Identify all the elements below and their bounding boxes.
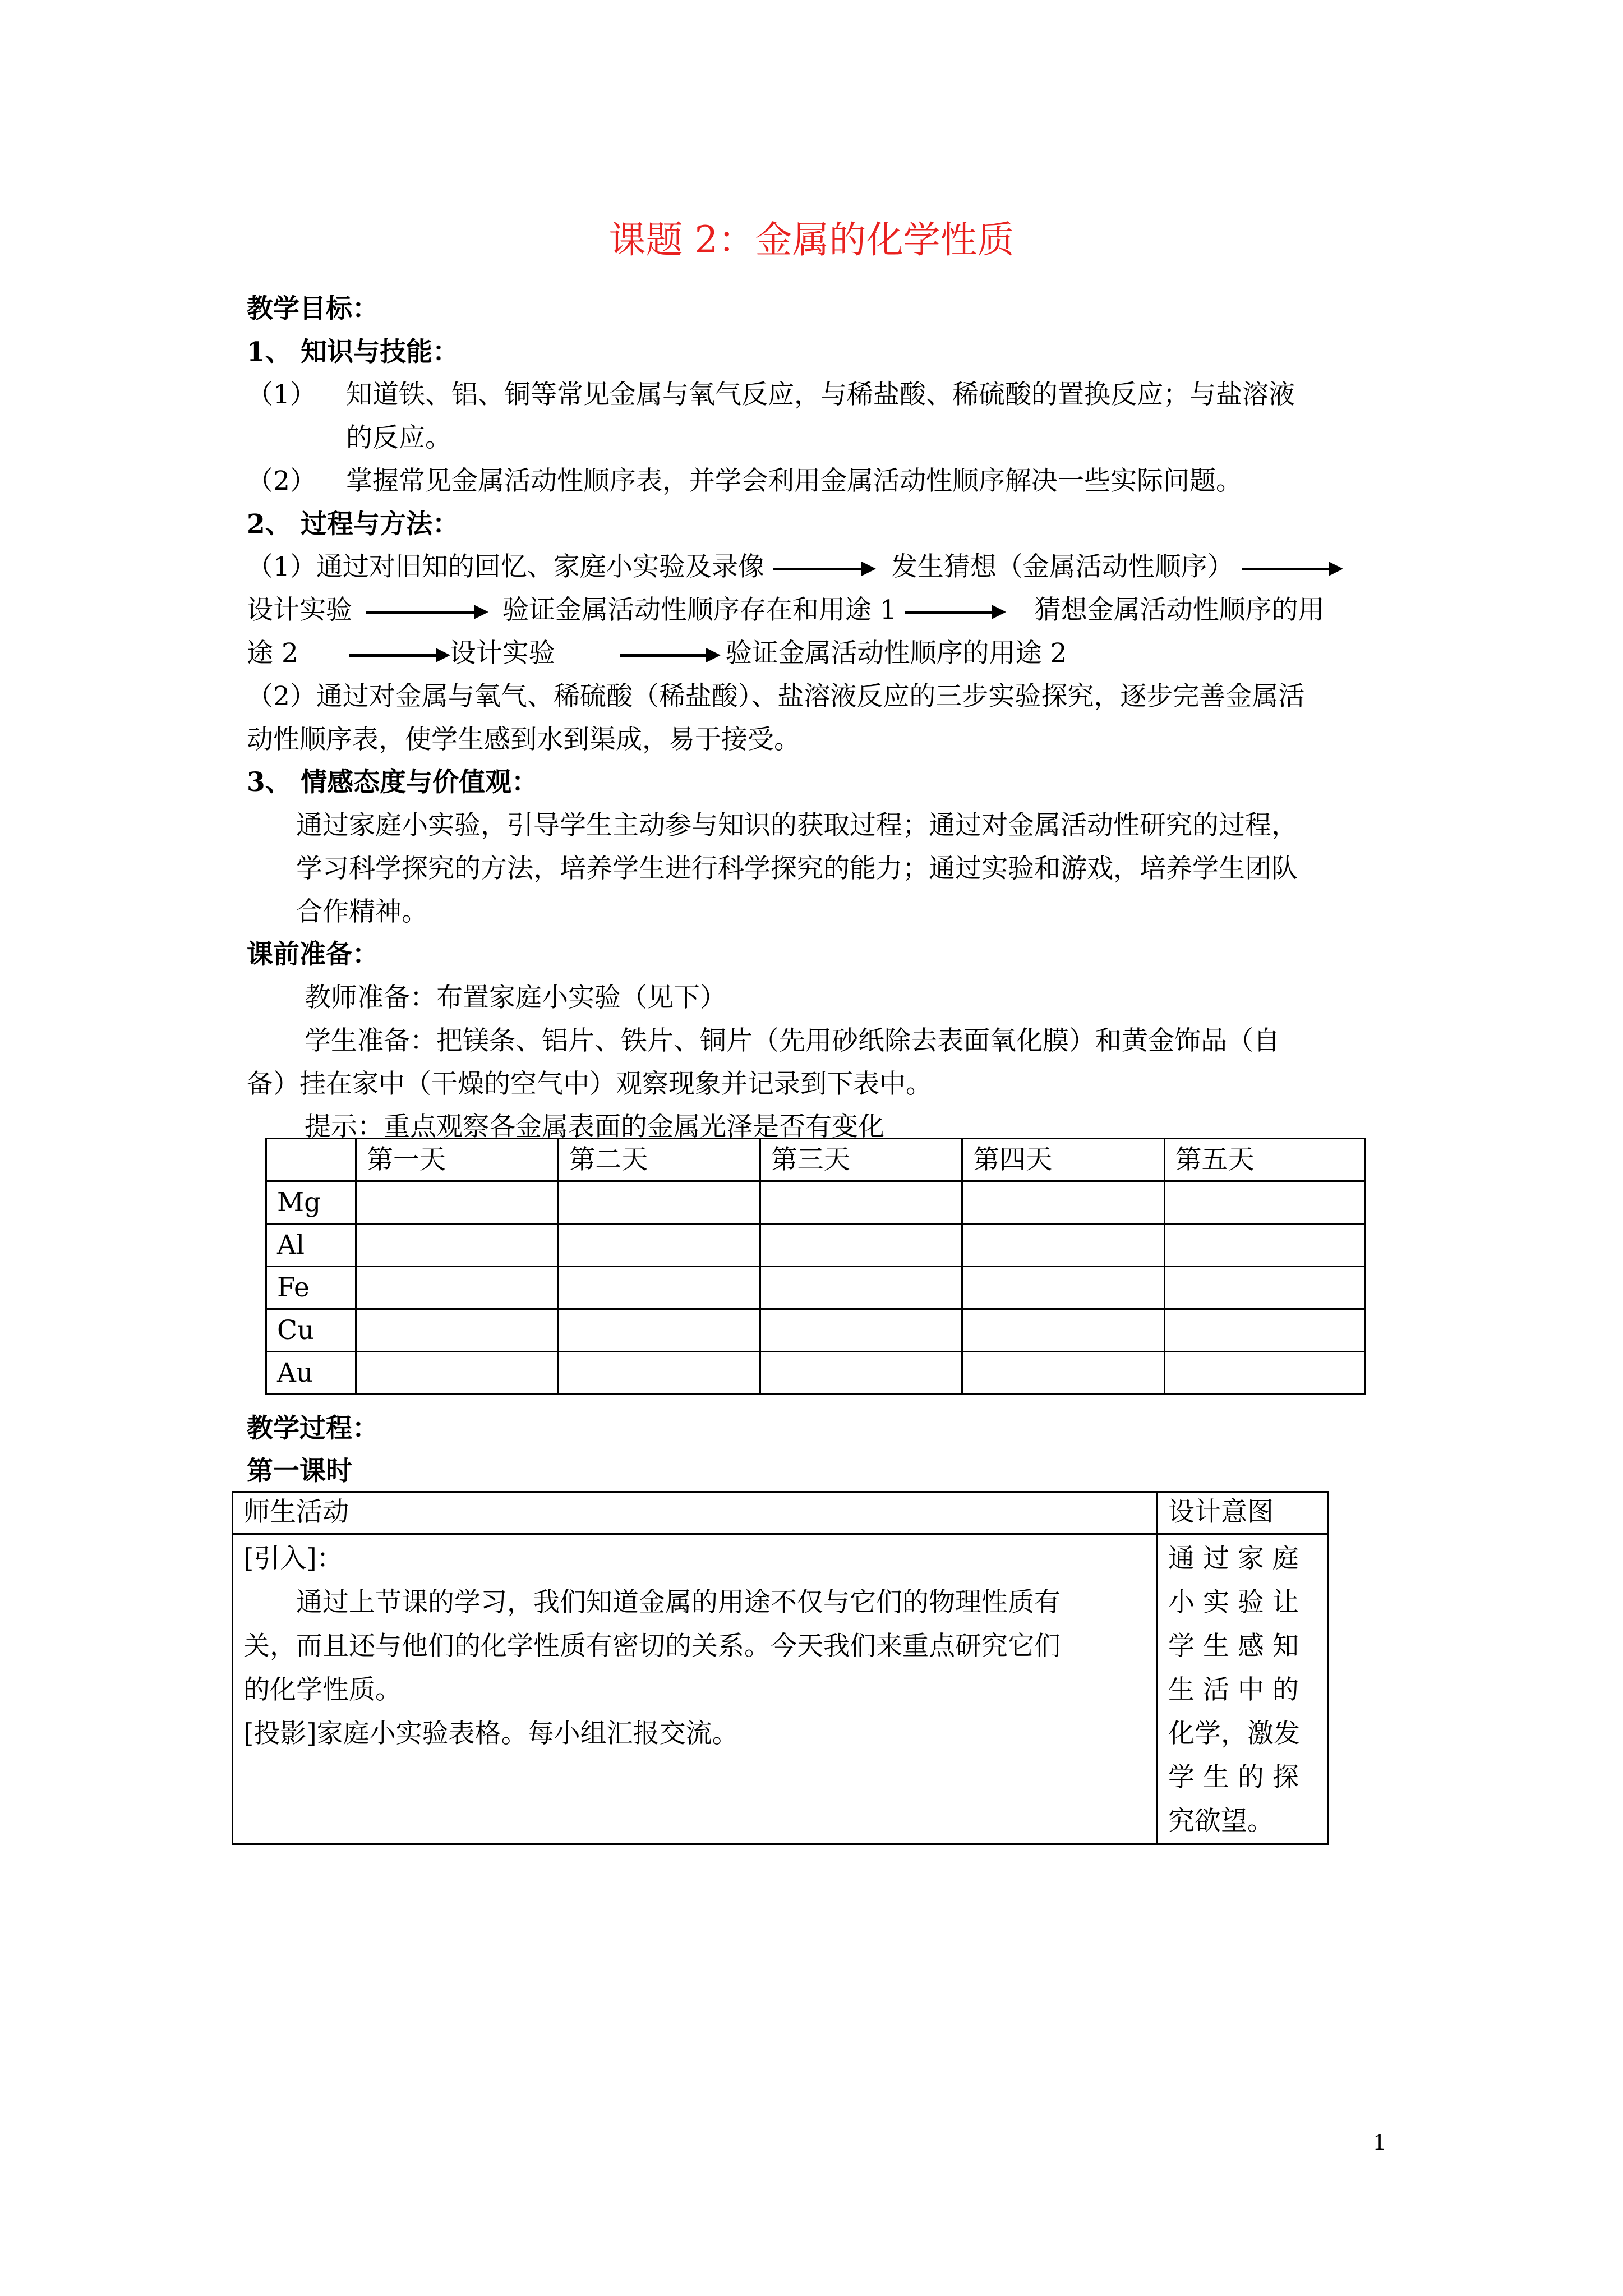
attitude-line1: 通过家庭小实验，引导学生主动参与知识的获取过程；通过对金属活动性研究的过程， [296,810,1298,841]
table-cell [760,1352,962,1395]
table-cell [962,1181,1164,1224]
lesson-label: 第一课时 [247,1456,352,1487]
section-2-heading: 2、 过程与方法： [247,509,459,540]
intro-line2: 关，而且还与他们的化学性质有密切的关系。今天我们来重点研究它们 [243,1631,1061,1662]
metal-label: Au [266,1352,356,1395]
observation-table [265,1138,1366,1395]
flow-line-3 [247,632,1067,675]
lesson-row [233,1534,1329,1844]
section-1-heading: 1、 知识与技能： [247,337,459,367]
table-row [266,1267,1365,1309]
student-prep-line2: 备）挂在家中（干燥的空气中）观察现象并记录到下表中。 [247,1069,932,1099]
table-cell [558,1224,760,1267]
right-arrow-icon [349,652,450,658]
section-3-heading: 3、 情感态度与价值观： [247,767,538,798]
table-row [266,1224,1365,1267]
flow-step-design-2: 设计实验 [449,638,555,669]
table-cell [962,1309,1164,1352]
flow-step-verify-1: 验证金属活动性顺序存在和用途 1 [502,595,897,625]
table-cell [356,1181,557,1224]
item-1-text-line2: 的反应。 [346,422,451,453]
table-cell [1164,1267,1364,1309]
table-cell [558,1181,760,1224]
page-number: 1 [1373,2129,1385,2155]
intro-line3: 的化学性质。 [243,1674,402,1705]
teacher-prep: 教师准备：布置家庭小实验（见下） [305,982,726,1013]
table-cell [1164,1352,1364,1395]
table-cell [760,1181,962,1224]
metal-label: Mg [266,1181,356,1224]
intent-line: 生 活 中 的 [1168,1674,1299,1705]
intent-cell [1158,1534,1329,1844]
attitude-line3: 合作精神。 [296,896,428,927]
table-cell [1164,1181,1364,1224]
intent-header: 设计意图 [1158,1492,1329,1534]
process-item-2-line2: 动性顺序表，使学生感到水到渠成，易于接受。 [247,724,800,755]
process-heading: 教学过程： [247,1413,379,1444]
intent-line: 究欲望。 [1168,1806,1274,1837]
attitude-line2: 学习科学探究的方法，培养学生进行科学探究的能力；通过实验和游戏，培养学生团队 [296,853,1298,884]
table-cell [356,1352,557,1395]
table-row [266,1309,1365,1352]
flow-step-guess: 发生猜想（金属活动性顺序） [891,551,1234,582]
table-cell [962,1224,1164,1267]
right-arrow-icon [366,609,488,615]
prep-heading: 课前准备： [247,939,379,970]
table-cell [558,1267,760,1309]
intro-line1: 通过上节课的学习，我们知道金属的用途不仅与它们的物理性质有 [296,1587,1061,1618]
observation-hint: 提示：重点观察各金属表面的金属光泽是否有变化 [305,1111,884,1142]
item-1-number: （1） [247,379,316,410]
intent-line: 学 生 感 知 [1168,1631,1299,1662]
table-header-row [266,1139,1365,1181]
table-cell [1164,1309,1364,1352]
table-cell [356,1309,557,1352]
intent-line: 小 实 验 让 [1168,1587,1299,1618]
item-2-number: （2） [247,466,316,496]
flow-step-verify-2: 验证金属活动性顺序的用途 2 [725,638,1067,669]
table-header-cell: 第三天 [760,1139,962,1181]
table-cell [356,1224,557,1267]
table-cell [962,1352,1164,1395]
flow-step-use-2: 途 2 [247,638,298,669]
lesson-table [232,1491,1329,1845]
table-cell [356,1267,557,1309]
flow-step-design: 设计实验 [247,595,352,625]
right-arrow-icon [620,652,721,658]
item-1-text-line1: 知道铁、铝、铜等常见金属与氧气反应，与稀盐酸、稀硫酸的置换反应；与盐溶液 [346,379,1295,410]
lesson-header-row [233,1492,1329,1534]
table-header-cell: 第一天 [356,1139,557,1181]
right-arrow-icon [1242,566,1343,572]
table-cell [558,1309,760,1352]
flow-line-2 [247,588,1325,632]
intent-line: 学 生 的 探 [1168,1762,1299,1793]
table-cell [1164,1224,1364,1267]
table-row [266,1181,1365,1224]
table-row [266,1352,1365,1395]
flow-line-1 [247,545,1343,589]
table-cell [962,1267,1164,1309]
table-header-cell: 第五天 [1164,1139,1364,1181]
table-header-cell: 第四天 [962,1139,1164,1181]
metal-label: Cu [266,1309,356,1352]
table-cell [558,1352,760,1395]
student-prep-line1: 学生准备：把镁条、铝片、铁片、铜片（先用砂纸除去表面氧化膜）和黄金饰品（自 [305,1025,1280,1056]
table-header-cell: 第二天 [558,1139,760,1181]
metal-label: Fe [266,1267,356,1309]
objectives-heading: 教学目标： [247,293,379,324]
table-cell [760,1224,962,1267]
right-arrow-icon [773,566,876,572]
flow-step-guess-use: 猜想金属活动性顺序的用 [1034,595,1325,625]
page-title: 课题 2：金属的化学性质 [608,218,1015,261]
intent-line: 化学，激发 [1168,1718,1301,1749]
right-arrow-icon [905,609,1006,615]
intent-line: 通 过 家 庭 [1168,1543,1299,1574]
table-cell [760,1309,962,1352]
activity-header: 师生活动 [233,1492,1158,1534]
process-item-2-line1: （2）通过对金属与氧气、稀硫酸（稀盐酸）、盐溶液反应的三步实验探究，逐步完善金属活 [247,681,1305,712]
projection-note: [投影]家庭小实验表格。每小组汇报交流。 [243,1718,739,1749]
flow-step-recall: （1）通过对旧知的回忆、家庭小实验及录像 [247,551,764,582]
item-2-text: 掌握常见金属活动性顺序表，并学会利用金属活动性顺序解决一些实际问题。 [346,466,1242,496]
metal-label: Al [266,1224,356,1267]
intro-tag: [引入]： [243,1543,343,1574]
activity-cell [233,1534,1158,1844]
table-header-cell [266,1139,356,1181]
table-cell [760,1267,962,1309]
